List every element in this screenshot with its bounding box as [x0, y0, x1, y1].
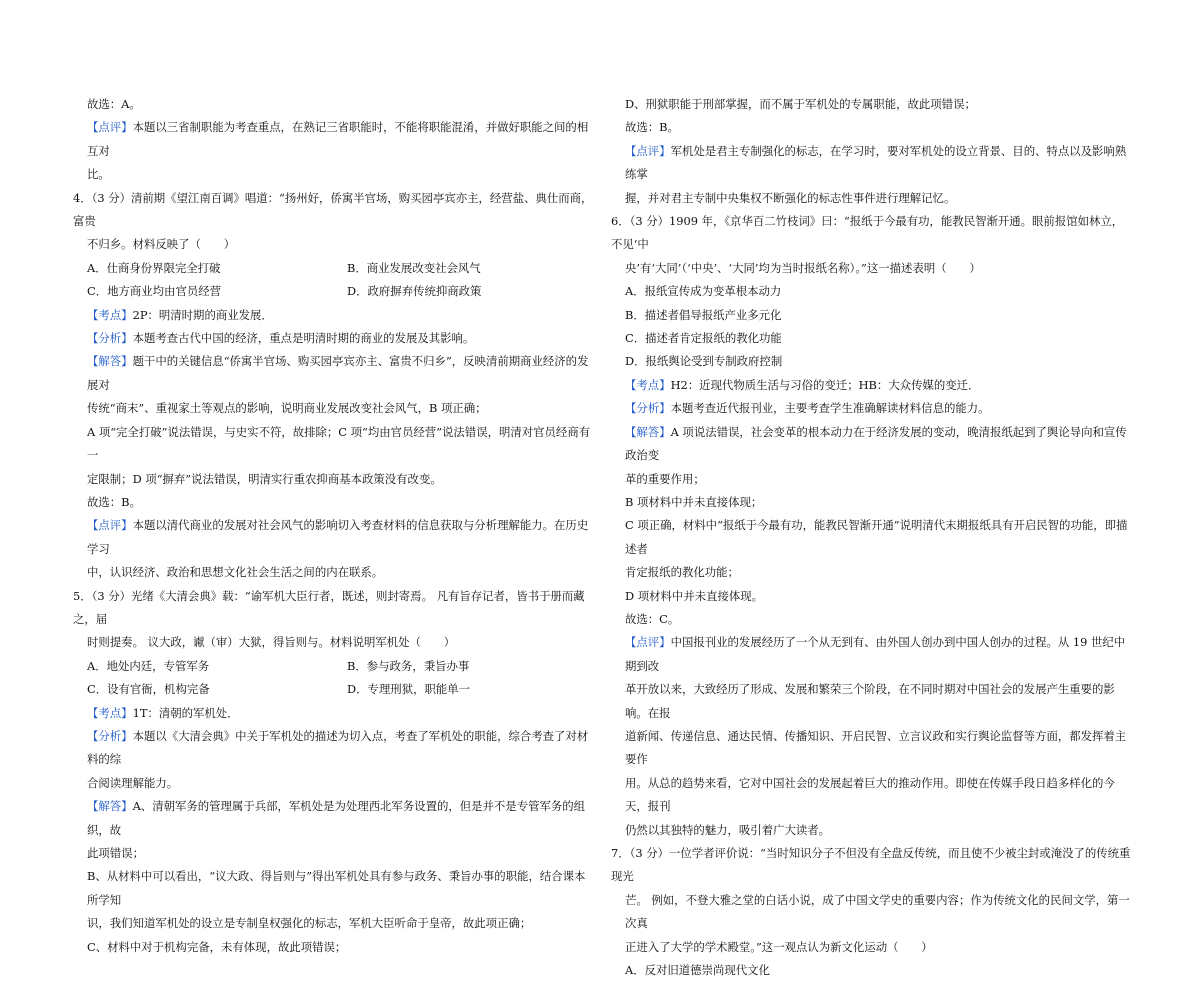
q5-analysis-text: 本题以《大清会典》中关于军机处的描述为切入点，考查了军机处的职能，综合考查了对材料的综 [87, 728, 589, 767]
q4-option-b: B．商业发展改变社会风气 [347, 260, 481, 275]
review-tag: 【点评】 [87, 120, 133, 135]
q6-review-cont2: 道新闻、传递信息、通达民情、传播知识、开启民智、立言议政和实行舆论监督等方面，都发挥着主要作 [625, 728, 1127, 767]
q6-option-c: C．描述者肯定报纸的教化功能 [625, 331, 782, 346]
q6-kaodian [611, 374, 1131, 397]
q6-review [611, 631, 1131, 678]
q4-option-a: A．仕商身份界限完全打破 [87, 260, 221, 275]
q6-option-b: B．描述者倡导报纸产业多元化 [625, 307, 782, 322]
q6-review-cont3: 用。从总的趋势来看，它对中国社会的发展起着巨大的推动作用。即使在传媒手段日趋多样化的今天，报刊 [625, 775, 1115, 814]
q4-review-cont: 中，认识经济、政治和思想文化社会生活之间的内在联系。 [87, 565, 384, 580]
analysis-tag: 【分析】 [87, 331, 133, 346]
q6-review-cont1: 革开放以来，大致经历了形成、发展和繁荣三个阶段，在不同时期对中国社会的发展产生重要的影响。在报 [625, 682, 1115, 720]
q5-solution-text: A、清朝军务的管理属于兵部，军机处是为处理西北军务设置的，但是并不是专管军务的组织，故 [87, 799, 586, 837]
q5-kaodian [73, 702, 593, 725]
q7-stem-cont1: 芒。 例如，不登大雅之堂的白话小说，成了中国文学史的重要内容；作为传统文化的民间文学，第一次真 [625, 892, 1130, 931]
q5-solution-cont3: 识，我们知道军机处的设立是专制皇权强化的标志，军机大臣听命于皇帝，故此项正确； [87, 916, 532, 931]
q4-solution [73, 350, 593, 397]
q6-option-a: A．报纸宣传成为变革根本动力 [625, 284, 782, 299]
q5-options-row1 [73, 655, 593, 678]
q5-solution-cont2: B、从材料中可以看出，“议大政、得旨则与”得出军机处具有参与政务、秉旨办事的职能，结合课本所学知 [87, 869, 586, 907]
q3-answer: 故选：A。 [87, 97, 141, 111]
q5-solution-cont5: D、刑狱职能于刑部掌握，而不属于军机处的专属职能，故此项错误； [625, 97, 976, 111]
q4-kaodian-text: 2P：明清时期的商业发展． [132, 307, 273, 322]
q6-analysis [611, 397, 1131, 420]
review-tag: 【点评】 [625, 143, 671, 158]
q4-kaodian [73, 304, 593, 327]
q4-solution-cont3: 定限制；D 项“摒弃”说法错误，明清实行重农抑商基本政策没有改变。 [87, 471, 442, 486]
q6-kaodian-text: H2：近现代物质生活与习俗的变迁；HB：大众传媒的变迁． [670, 377, 980, 392]
q4-option-d: D．政府摒弃传统抑商政策 [347, 284, 482, 299]
left-column [73, 93, 593, 959]
review-tag: 【点评】 [625, 635, 671, 650]
q4-options-row2 [73, 280, 593, 303]
q3-review-cont: 比。 [87, 167, 110, 182]
q7-stem-cont2: 正进入了大学的学术殿堂。”这一观点认为新文化运动（ ） [625, 939, 933, 954]
q6-solution-cont5: D 项材料中并未直接体现。 [625, 588, 764, 603]
q4-analysis [73, 327, 593, 350]
q6-answer: 故选：C。 [625, 611, 680, 626]
q6-stem-cont: 央’有‘大同’（‘中央’、‘大同’均为当时报纸名称）。”这一描述表明（ ） [625, 260, 981, 275]
solution-tag: 【解答】 [87, 354, 133, 369]
q4-answer: 故选：B。 [87, 494, 141, 509]
q5-stem-cont: 时则提奏。 议大政，谳（审）大狱，得旨则与。材料说明军机处（ ） [87, 635, 456, 650]
q5-solution-cont4: C、材料中对于机构完备，未有体现，故此项错误； [87, 939, 347, 954]
q6-review-cont4: 仍然以其独特的魅力，吸引着广大读者。 [625, 822, 831, 837]
q6-solution-cont2: B 项材料中并未直接体现； [625, 494, 763, 509]
analysis-tag: 【分析】 [87, 728, 133, 743]
q5-kaodian-text: 1T：清朝的军机处． [132, 705, 239, 720]
kaodian-tag: 【考点】 [625, 377, 671, 392]
q6-option-d: D．报纸舆论受到专制政府控制 [625, 354, 783, 369]
q4-solution-text: 题干中的关键信息“侨寓半官场、购买园亭宾亦主、富贵不归乡”，反映清前期商业经济的发展对 [87, 354, 589, 392]
q6-solution-cont3: C 项正确，材料中“报纸于今最有功，能教民智渐开通”说明清代末期报纸具有开启民智的功能，即描述者 [625, 518, 1128, 556]
q5-options-row2 [73, 678, 593, 701]
q3-review-text: 本题以三省制职能为考查重点，在熟记三省职能时，不能将职能混淆，并做好职能之间的相互对 [87, 120, 589, 158]
solution-tag: 【解答】 [625, 424, 671, 439]
q4-option-c: C．地方商业均由官员经营 [87, 284, 222, 299]
analysis-tag: 【分析】 [625, 401, 671, 416]
q5-solution-cont1: 此项错误； [87, 846, 144, 860]
q6-solution [611, 421, 1131, 468]
q5-analysis-cont: 合阅读理解能力。 [87, 775, 179, 790]
q6-stem: 6．（3 分）1909 年，《京华百二竹枝词》曰：“报纸于今最有功，能教民智渐开通。眼前报馆如林立，不见‘中 [611, 214, 1124, 252]
solution-tag: 【解答】 [87, 799, 133, 814]
q4-stem: 4．（3 分）清前期《望江南百调》唱道：“扬州好，侨寓半官场，购买园亭宾亦主，经营盐、典仕而商，富贵 [73, 190, 593, 229]
kaodian-tag: 【考点】 [87, 307, 133, 322]
q6-analysis-text: 本题考查近代报刊业，主要考查学生准确解读材料信息的能力。 [670, 401, 990, 416]
review-tag: 【点评】 [87, 518, 133, 533]
q4-options-row1 [73, 257, 593, 280]
q5-analysis [73, 725, 593, 772]
q4-stem-cont: 不归乡。材料反映了（ ） [87, 237, 236, 252]
q5-review-text: 军机处是君主专制强化的标志，在学习时，要对军机处的设立背景、目的、特点以及影响熟练掌 [625, 143, 1127, 182]
q5-answer: 故选：B。 [625, 120, 679, 135]
q5-option-d: D．专理刑狱，职能单一 [347, 682, 471, 697]
right-column [611, 93, 1131, 982]
q5-option-a: A．地处内廷，专管军务 [87, 658, 210, 673]
q3-review [73, 116, 593, 163]
q4-solution-cont1: 传统“商末”、重视家土等观点的影响，说明商业发展改变社会风气，B 项正确； [87, 401, 487, 416]
q6-solution-cont4: 肯定报纸的教化功能； [625, 565, 739, 580]
q6-solution-cont1: 革的重要作用； [625, 471, 705, 486]
q7-option-a: A．反对旧道德崇尚现代文化 [625, 963, 770, 978]
q6-review-text: 中国报刊业的发展经历了一个从无到有、由外国人创办到中国人创办的过程。从 19 世纪中期到改 [625, 635, 1126, 673]
q6-solution-text: A 项说法错误，社会变革的根本动力在于经济发展的变动，晚清报纸起到了舆论导向和宣传政治变 [625, 424, 1127, 463]
q5-stem: 5．（3 分）光绪《大清会典》载：“谕军机大臣行者，既述，则封寄焉。 凡有旨存记者，皆书于册而藏之，届 [73, 588, 585, 626]
q4-review [73, 514, 593, 561]
q4-analysis-text: 本题考查古代中国的经济，重点是明清时期的商业的发展及其影响。 [132, 331, 475, 346]
q5-option-b: B．参与政务，秉旨办事 [347, 658, 470, 673]
q4-solution-cont2: A 项“完全打破”说法错误，与史实不符，故排除；C 项“均由官员经营”说法错误，明清对官员经商有一 [87, 424, 591, 463]
q5-solution [73, 795, 593, 842]
q4-review-text: 本题以清代商业的发展对社会风气的影响切入考查材料的信息获取与分析理解能力。在历史学习 [87, 518, 589, 556]
q5-option-c: C．设有官衙，机构完备 [87, 682, 210, 697]
kaodian-tag: 【考点】 [87, 705, 133, 720]
q5-review-cont: 握，并对君主专制中央集权不断强化的标志性事件进行理解记忆。 [625, 190, 956, 205]
q7-stem: 7．（3 分）一位学者评价说：“当时知识分子不但没有全盘反传统，而且使不少被尘封或淹没了的传统重现光 [611, 846, 1131, 884]
q5-review [611, 140, 1131, 187]
